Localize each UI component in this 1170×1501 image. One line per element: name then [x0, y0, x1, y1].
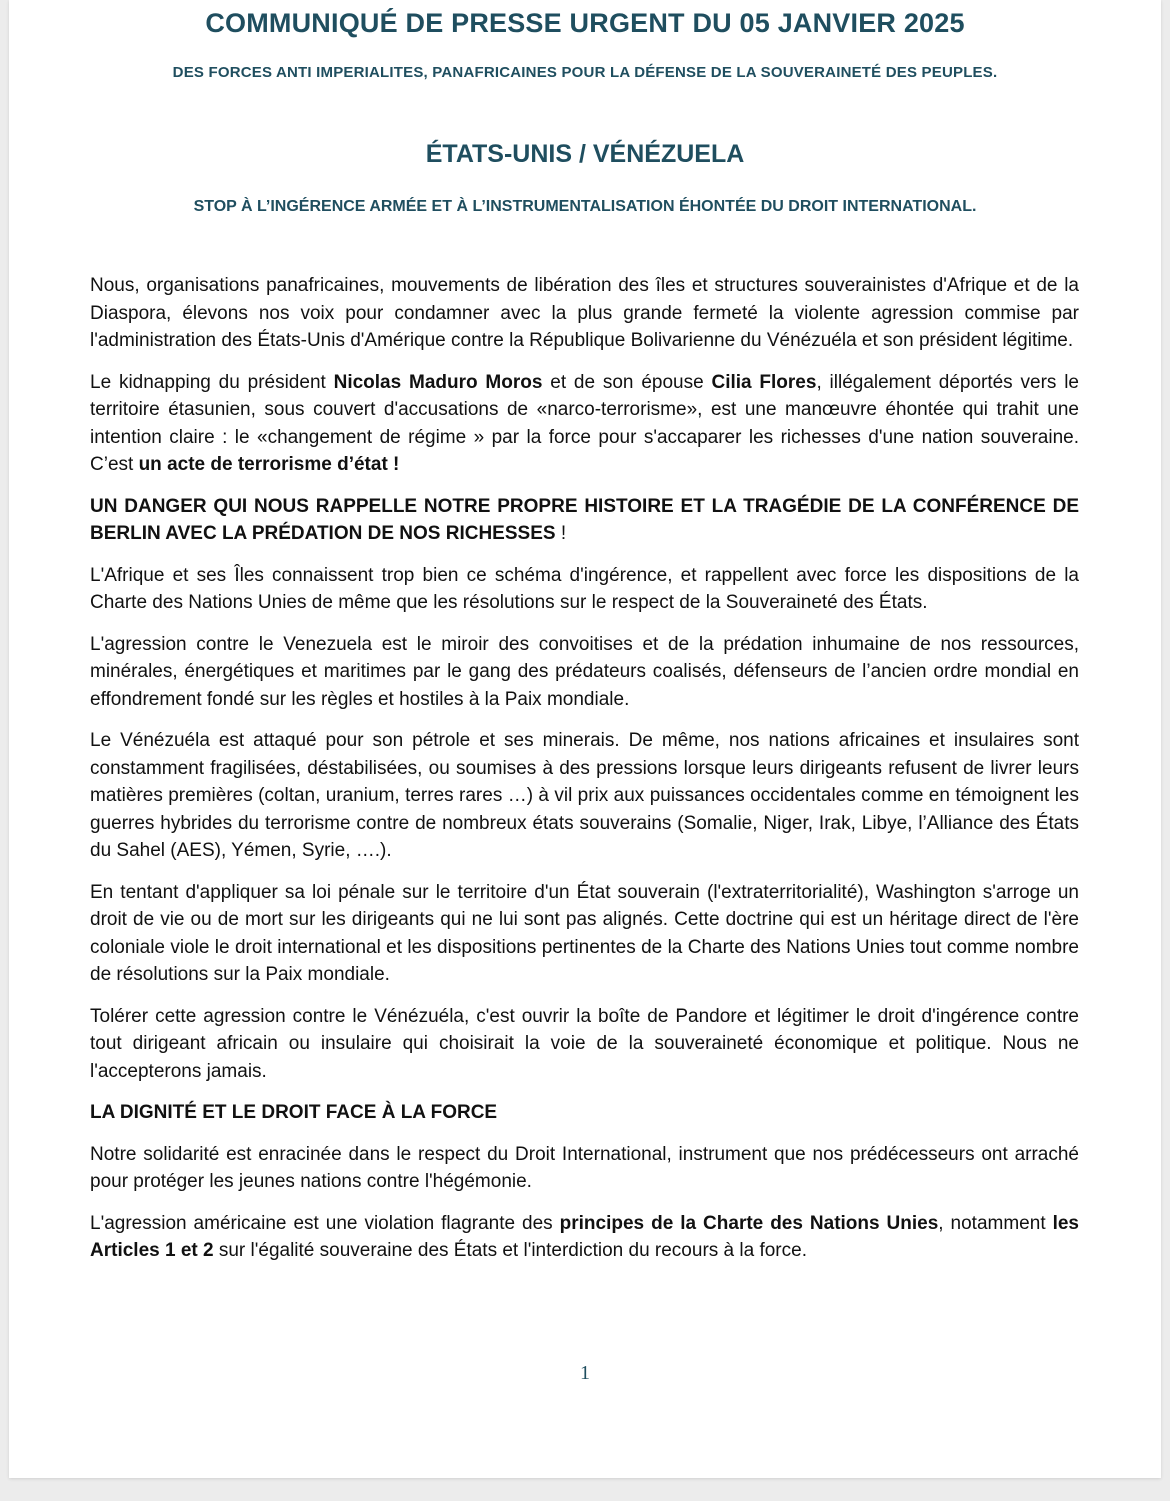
paragraph-4: L'agression contre le Venezuela est le miroir des convoitises et de la prédation inhumaine de nos ressources, minérales, énergétiques et maritimes par le gang des prédateurs coalisés, défenseurs de l’ancien ordre mondial en effondrement fondé sur les règles et hostiles à la Paix mondiale.: [90, 633, 1079, 710]
document-title: COMMUNIQUÉ DE PRESSE URGENT DU 05 JANVIER 2025: [205, 8, 965, 38]
paragraph-9-text-1: L'agression américaine est une violation flagrante des: [90, 1212, 560, 1234]
page-number: 1: [580, 1362, 590, 1384]
heading-danger: [90, 493, 1079, 548]
paragraph-9: [90, 1210, 1079, 1265]
paragraph-2-text-3: , illégalement déportés vers le territoire étasunien, sous couvert d'accusations de «narco-terrorisme», est une manœuvre éhontée qui trahit une intention claire : le «changement de régime » par la force pour s'accaparer les richesses d'une nation souveraine. C’est: [90, 371, 1079, 475]
paragraph-2-text-1: Le kidnapping du président: [90, 371, 334, 393]
heading-dignity: LA DIGNITÉ ET LE DROIT FACE À LA FORCE: [90, 1102, 498, 1123]
document-page: [9, 0, 1161, 1478]
paragraph-9-text-2: , notamment: [938, 1212, 1053, 1234]
heading-danger-tail: !: [555, 523, 567, 544]
name-nicolas-maduro: Nicolas Maduro Moros: [333, 371, 543, 393]
articles-1-and-2: les Articles 1 et 2: [90, 1212, 1079, 1261]
document-subtitle: DES FORCES ANTI IMPERIALITES, PANAFRICAINES POUR LA DÉFENSE DE LA SOUVERAINETÉ DES PEUPLES.: [172, 64, 998, 81]
paragraph-3: L'Afrique et ses Îles connaissent trop bien ce schéma d'ingérence, et rappellent avec force les dispositions de la Charte des Nations Unies de même que les résolutions sur le respect de la Souveraineté des États.: [90, 564, 1079, 613]
document-body: [90, 272, 1079, 1279]
un-charter-principles: principes de la Charte des Nations Unies: [559, 1212, 939, 1234]
name-cilia-flores: Cilia Flores: [711, 371, 817, 393]
paragraph-2: [90, 369, 1079, 479]
section-title: ÉTATS-UNIS / VÉNÉZUELA: [425, 140, 745, 168]
paragraph-5: Le Vénézuéla est attaqué pour son pétrole et ses minerais. De même, nos nations africaines et insulaires sont constamment fragilisées, déstabilisées, ou soumises à des pressions lorsque leurs dirigeants refusent de livrer leurs matières premières (coltan, uranium, terres rares …) à vil prix aux puissances occidentales comme en témoignent les guerres hybrides du terrorisme contre de nombreux états souverains (Somalie, Niger, Irak, Libye, l’Alliance des États du Sahel (AES), Yémen, Syrie, ….).: [90, 730, 1079, 861]
paragraph-1: Nous, organisations panafricaines, mouvements de libération des îles et structures souverainistes d'Afrique et de la Diaspora, élevons nos voix pour condamner avec la plus grande fermeté la violente agression commise par l'administration des États-Unis d'Amérique contre la République Bolivarienne du Vénézuéla et son président légitime.: [90, 275, 1079, 351]
section-subtitle: STOP À L’INGÉRENCE ARMÉE ET À L’INSTRUMENTALISATION ÉHONTÉE DU DROIT INTERNATIONAL.: [193, 198, 977, 215]
paragraph-8: Notre solidarité est enracinée dans le respect du Droit International, instrument que nos prédécesseurs ont arraché pour protéger les jeunes nations contre l'hégémonie.: [90, 1143, 1079, 1192]
paragraph-2-text-2: et de son épouse: [542, 371, 712, 393]
paragraph-7: Tolérer cette agression contre le Vénézuéla, c'est ouvrir la boîte de Pandore et légitimer le droit d'ingérence contre tout dirigeant africain ou insulaire qui choisirait la voie de la souveraineté économique et politique. Nous ne l'accepterons jamais.: [90, 1005, 1079, 1082]
terrorism-statement: un acte de terrorisme d’état !: [138, 454, 400, 475]
heading-danger-bold: UN DANGER QUI NOUS RAPPELLE NOTRE PROPRE HISTOIRE ET LA TRAGÉDIE DE LA CONFÉRENCE DE BERLIN AVEC LA PRÉDATION DE NOS RICHESSES: [90, 495, 1079, 544]
paragraph-9-text-3: sur l'égalité souveraine des États et l'interdiction du recours à la force.: [213, 1240, 807, 1261]
paragraph-6: En tentant d'appliquer sa loi pénale sur le territoire d'un État souverain (l'extraterritorialité), Washington s'arroge un droit de vie ou de mort sur les dirigeants qui ne lui sont pas alignés. Cette doctrine qui est un héritage direct de l'ère coloniale viole le droit international et les dispositions pertinentes de la Charte des Nations Unies tout comme nombre de résolutions sur la Paix mondiale.: [90, 881, 1079, 985]
